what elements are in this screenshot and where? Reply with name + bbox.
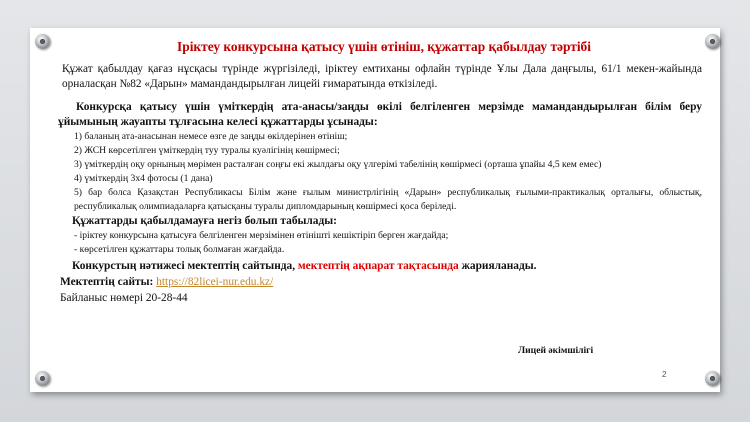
list-item: 1) баланың ата-анасынан немесе өзге де заңды өкілдерінен өтініш; bbox=[74, 131, 348, 142]
list-item: - көрсетілген құжаттары толық болмаған жағдайда. bbox=[74, 244, 285, 255]
site-link[interactable]: https://82licei-nur.edu.kz/ bbox=[156, 276, 274, 288]
signature: Лицей әкімшілігі bbox=[518, 345, 594, 356]
list-item: 5) бар болса Қазақстан Республикасы Білім және ғылым министрлігінің «Дарын» республикалық ғылыми-практикалық орталығы, облыстық, республикалық олимпиадаларға қатысқаны туралы дипломдарының көшірмесі қоса беріледі. bbox=[74, 187, 702, 212]
result-prefix: Конкурстың нәтижесі мектептің сайтында, bbox=[72, 260, 298, 272]
requirements-list bbox=[58, 130, 702, 214]
slide-content bbox=[58, 38, 702, 306]
list-item: 2) ЖСН көрсетілген үміткердің туу туралы куәлігінің көшірмесі; bbox=[74, 145, 340, 156]
list-item: 4) үміткердің 3х4 фотосы (1 дана) bbox=[74, 173, 213, 184]
site-line bbox=[58, 274, 702, 290]
pin-icon bbox=[35, 34, 50, 49]
result-line bbox=[58, 258, 702, 274]
result-highlight: мектептің ақпарат тақтасында bbox=[297, 260, 462, 272]
pin-icon bbox=[705, 34, 720, 49]
list-item: - іріктеу конкурсына қатысуға белгіленген мерзімінен өтінішті кешіктіріп берген жағдайда; bbox=[74, 230, 449, 241]
site-label: Мектептің сайты: bbox=[60, 276, 157, 288]
slide-title: Іріктеу конкурсына қатысу үшін өтініш, құжаттар қабылдау тәртібі bbox=[177, 39, 591, 54]
pin-icon bbox=[705, 371, 720, 386]
page-number: 2 bbox=[662, 370, 667, 379]
result-suffix: жарияланады. bbox=[461, 260, 537, 272]
requirements-heading: Конкурсқа қатысу үшін үміткердің ата-анасы/заңды өкілі белгіленген мерзімде мамандандырылған білім беру ұйымының жауапты тұлғасына келесі құжаттарды ұсынады: bbox=[58, 101, 702, 128]
refusal-heading: Құжаттарды қабылдамауға негіз болып табылады: bbox=[72, 215, 337, 227]
intro-paragraph: Құжат қабылдау қағаз нұсқасы түрінде жүргізіледі, іріктеу емтиханы офлайн түрінде Ұлы Дала даңғылы, 61/1 мекен-жайында орналасқан №82 «Дарын» мамандандырылған лицейі ғимаратында өткізіледі. bbox=[62, 63, 702, 90]
list-item: 3) үміткердің оқу орнының мөрімен расталған соңғы екі жылдағы оқу үлгерімі табелінің көшірмесі (орташа ұпайы 4,5 кем емес) bbox=[74, 159, 602, 170]
phone-line: Байланыс нөмері 20-28-44 bbox=[60, 292, 188, 304]
pin-icon bbox=[35, 371, 50, 386]
